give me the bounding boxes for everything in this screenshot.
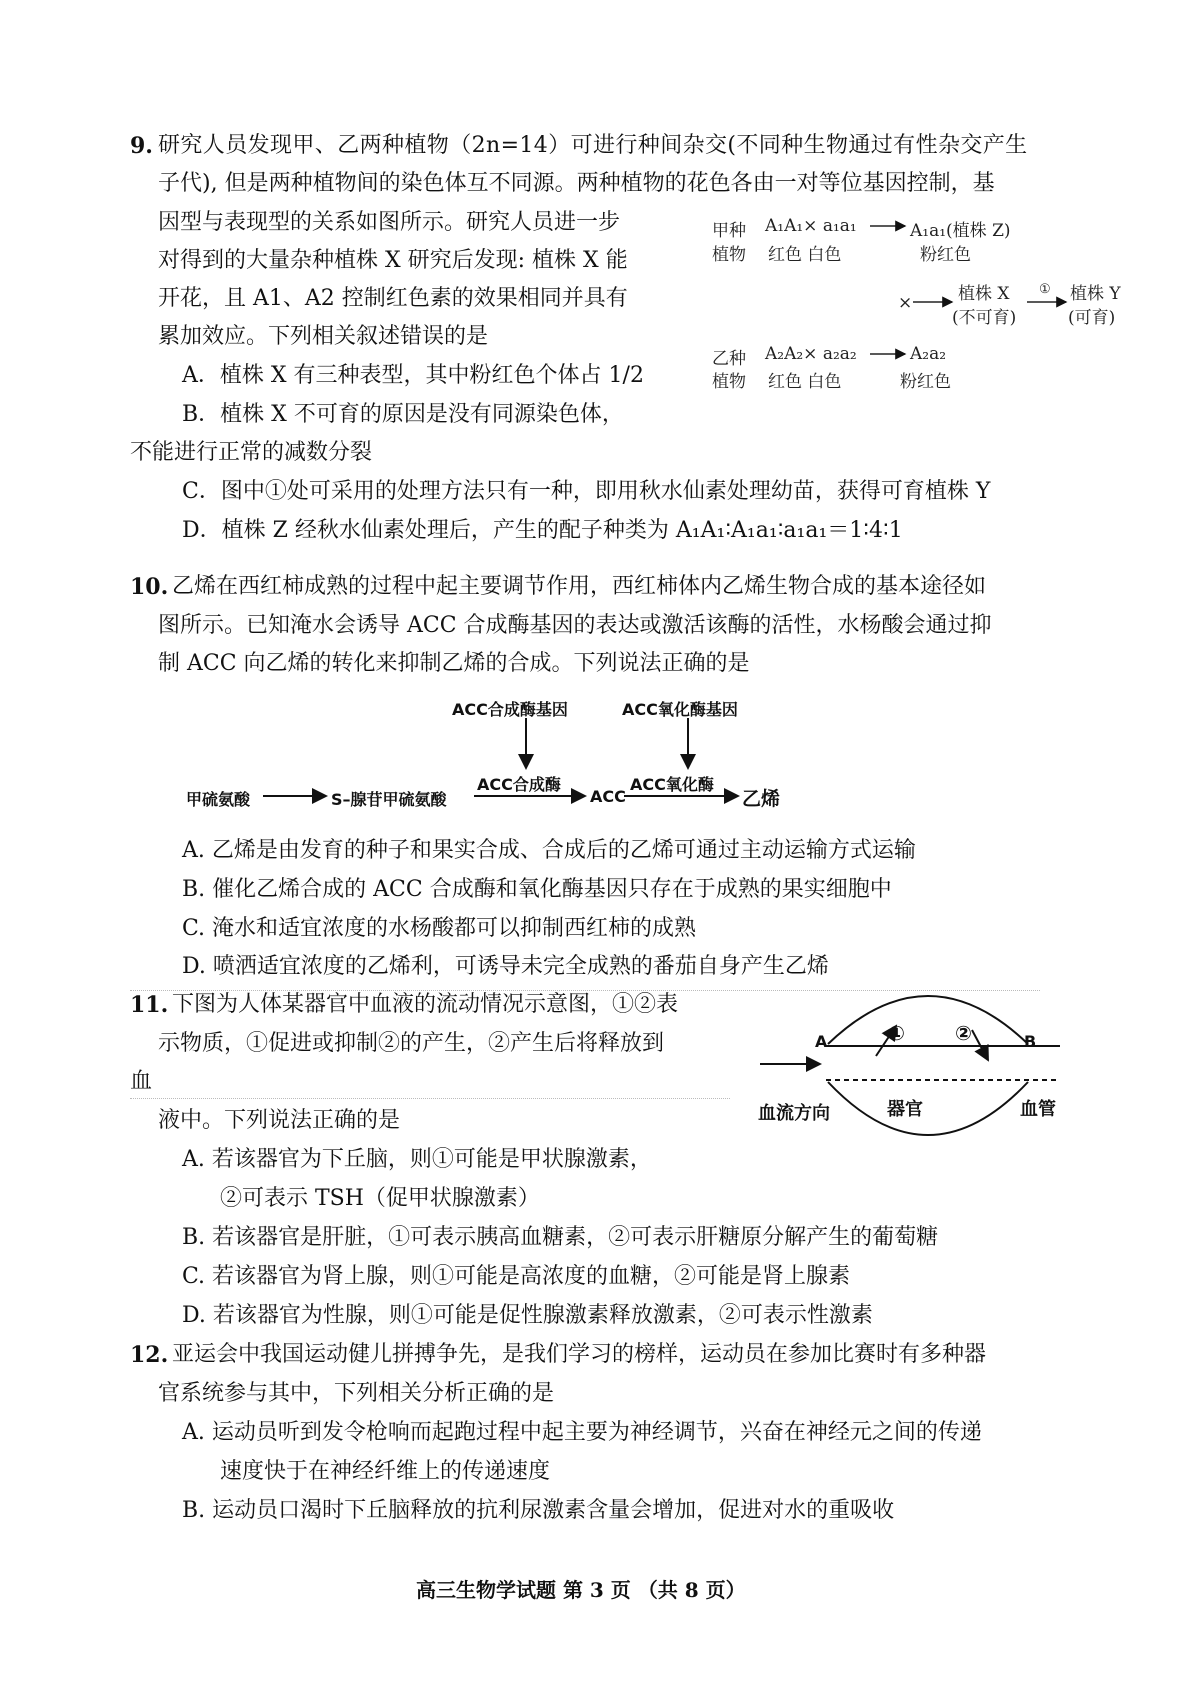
blood-flow-label: 血流方向	[758, 1103, 830, 1124]
q11-option-d: D. 若该器官为性腺，则①可能是促性腺激素释放激素，②可表示性激素	[182, 1303, 873, 1328]
q11-option-c: C. 若该器官为肾上腺，则①可能是高浓度的血糖，②可能是肾上腺素	[182, 1264, 851, 1289]
plant-x: 植株 X	[958, 284, 1010, 304]
yi-label-2: 植物	[712, 372, 746, 392]
q12-option-b: B. 运动员口渴时下丘脑释放的抗利尿激素含量会增加，促进对水的重吸收	[182, 1498, 895, 1523]
q10-option-d: D. 喷洒适宜浓度的乙烯利，可诱导未完全成熟的番茄自身产生乙烯	[182, 954, 829, 979]
q9-text-line-5: 开花，且 A1、A2 控制红色素的效果相同并具有	[158, 286, 628, 311]
q11-option-b: B. 若该器官是肝脏，①可表示胰高血糖素，②可表示肝糖原分解产生的葡萄糖	[182, 1225, 939, 1250]
acc: ACC	[590, 787, 626, 806]
vessel-label: 血管	[1020, 1099, 1056, 1120]
marker-2: ②	[955, 1021, 972, 1045]
q10-number: 10.	[130, 574, 169, 600]
q9-text-line-4: 对得到的大量杂种植株 X 研究后发现: 植株 X 能	[158, 248, 628, 273]
q10-option-c: C. 淹水和适宜浓度的水杨酸都可以抑制西红柿的成熟	[182, 916, 697, 941]
q9-number: 9.	[130, 133, 153, 159]
q9-option-a: A．植株 X 有三种表型，其中粉红色个体占 1/2	[182, 363, 644, 388]
plant-y: 植株 Y	[1070, 284, 1121, 304]
label-a: A	[815, 1032, 828, 1051]
q11-text-line-2: 示物质，①促进或抑制②的产生，②产生后将释放到	[158, 1031, 665, 1056]
q10-arrows	[263, 718, 738, 796]
q9-text-line-2: 子代), 但是两种植物间的染色体互不同源。两种植物的花色各由一对等位基因控制，基	[158, 171, 995, 196]
page-footer: 高三生物学试题 第 3 页 （共 8 页）	[416, 1578, 746, 1602]
plant-x-note: (不可育)	[952, 308, 1017, 328]
enzyme-acc-oxidase: ACC氧化酶	[630, 775, 714, 794]
q12-option-a: A. 运动员听到发令枪响而起跑过程中起主要为神经调节，兴奋在神经元之间的传递	[182, 1420, 982, 1445]
s-adenosylmethionine: S–腺苷甲硫氨酸	[331, 790, 447, 809]
jia-colors: 红色 白色	[768, 245, 842, 265]
q9-text-line-6: 累加效应。下列相关叙述错误的是	[158, 324, 489, 349]
q12-number: 12.	[130, 1342, 169, 1368]
q11-number: 11.	[130, 992, 169, 1018]
yi-cross: A₂A₂× a₂a₂	[765, 344, 857, 364]
jia-result-color: 粉红色	[920, 245, 971, 265]
jia-label-2: 植物	[712, 245, 746, 265]
q9-option-d: D．植株 Z 经秋水仙素处理后，产生的配子种类为 A₁A₁∶A₁a₁∶a₁a₁＝1∶4∶1	[182, 518, 903, 543]
gene-acc-oxidase: ACC氧化酶基因	[622, 700, 738, 719]
jia-label-1: 甲种	[712, 221, 746, 241]
q11-option-a: A. 若该器官为下丘脑，则①可能是甲状腺激素，	[182, 1147, 652, 1172]
yi-label-1: 乙种	[712, 349, 746, 369]
yi-result: A₂a₂	[910, 344, 947, 364]
label-b: B	[1024, 1032, 1037, 1051]
x-cross: ×	[898, 293, 913, 313]
q9-arrows	[870, 226, 1066, 354]
q12-text-line-1: 亚运会中我国运动健儿拼搏争先，是我们学习的榜样，运动员在参加比赛时有多种器	[172, 1342, 987, 1367]
marker-1: ①	[888, 1021, 905, 1045]
enzyme-acc-synthase: ACC合成酶	[477, 775, 561, 794]
q9-text-line-1: 研究人员发现甲、乙两种植物（2n=14）可进行种间杂交(不同种生物通过有性杂交产生	[158, 133, 1028, 158]
q12-text-line-2: 官系统参与其中，下列相关分析正确的是	[158, 1381, 555, 1406]
q10-text-line-3: 制 ACC 向乙烯的转化来抑制乙烯的合成。下列说法正确的是	[158, 651, 750, 676]
yi-colors: 红色 白色	[768, 372, 842, 392]
organ-label: 器官	[887, 1099, 923, 1120]
q9-option-b: B．植株 X 不可育的原因是没有同源染色体，	[182, 402, 624, 427]
q10-text-line-1: 乙烯在西红柿成熟的过程中起主要调节作用，西红柿体内乙烯生物合成的基本途径如	[172, 574, 987, 599]
q11-option-a-cont: ②可表示 TSH（促甲状腺激素）	[220, 1186, 540, 1211]
gene-acc-synthase: ACC合成酶基因	[452, 700, 568, 719]
q10-option-b: B. 催化乙烯合成的 ACC 合成酶和氧化酶基因只存在于成熟的果实细胞中	[182, 877, 892, 902]
q10-option-a: A. 乙烯是由发育的种子和果实合成、合成后的乙烯可通过主动运输方式运输	[182, 838, 916, 863]
q11-drawing	[760, 996, 1060, 1135]
plant-y-note: (可育)	[1068, 308, 1116, 328]
jia-cross: A₁A₁× a₁a₁	[765, 216, 857, 236]
q9-text-line-3: 因型与表现型的关系如图所示。研究人员进一步	[158, 210, 621, 235]
ethylene: 乙烯	[742, 788, 781, 810]
q10-text-line-2: 图所示。已知淹水会诱导 ACC 合成酶基因的表达或激活该酶的活性，水杨酸会通过抑	[158, 613, 992, 638]
jia-result: A₁a₁(植株 Z)	[910, 221, 1011, 241]
q9-option-c: C．图中①处可采用的处理方法只有一种，即用秋水仙素处理幼苗，获得可育植株 Y	[182, 479, 991, 504]
methionine: 甲硫氨酸	[186, 790, 251, 809]
q9-option-b-cont: 不能进行正常的减数分裂	[130, 440, 373, 465]
q11-text-line-1: 下图为人体某器官中血液的流动情况示意图，①②表	[172, 992, 679, 1017]
yi-result-color: 粉红色	[900, 372, 951, 392]
q11-text-line-3: 血	[130, 1069, 153, 1094]
q12-option-a-cont: 速度快于在神经纤维上的传递速度	[220, 1459, 551, 1484]
q11-text-line-4: 液中。下列说法正确的是	[158, 1108, 401, 1133]
step-1: ①	[1039, 282, 1051, 297]
